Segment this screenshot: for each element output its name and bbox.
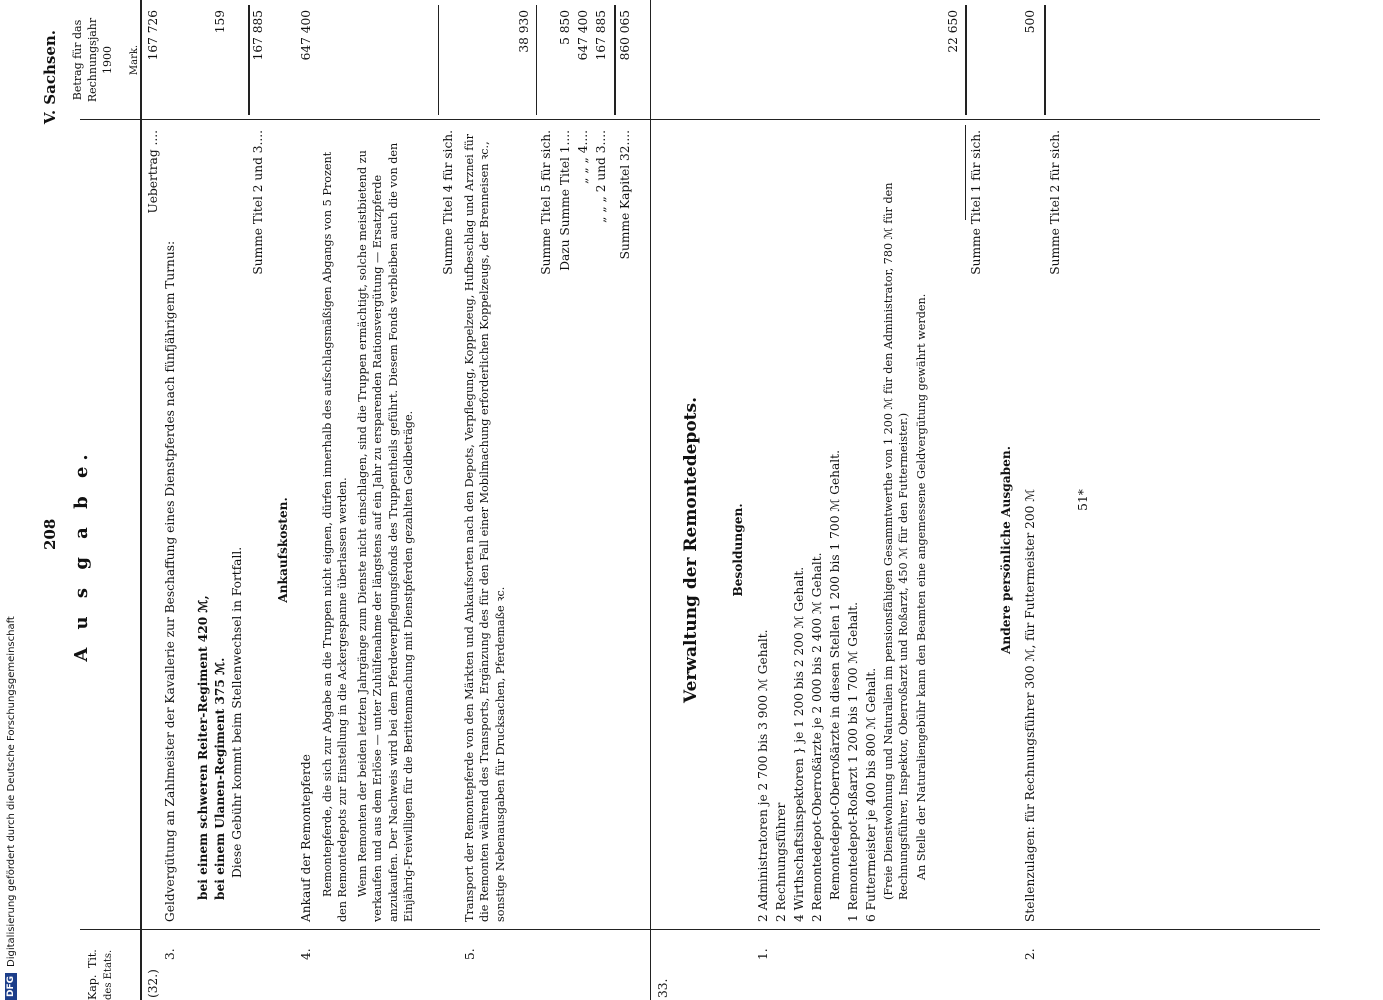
b-futtermeister: 6 Futtermeister je 400 bis 800 ℳ Gehalt. <box>864 667 878 922</box>
state-heading: V. Sachsen. <box>41 30 59 125</box>
b-wirthschaftsinspektoren: 4 Wirthschaftsinspektoren } je 1 200 bis 2 200 ℳ Gehalt. <box>792 566 806 922</box>
uebertrag: Uebertrag .... <box>146 130 160 214</box>
page-number: 208 <box>41 518 59 550</box>
col-mark: Mark. <box>129 44 140 76</box>
sum-2-3-amount: 167 885 <box>251 10 265 61</box>
t5-amount: 38 930 <box>517 10 531 53</box>
t5-text: Transport der Remontepferde von den Märkten und Ankaufsorten nach den Depots, Verpflegung, Koppelzeug, Hufbeschlag und Arznei für die Remonten während des Transports, Ergänzung des für den Fall einer Mobilmachung erforderlichen Koppelzeugs, der Brenneisen ꝛc., sonstige Nebenausgaben für Drucksachen, Pferdemaße ꝛc. <box>463 134 507 922</box>
t3-note: Diese Gebühr kommt beim Stellenwechsel in Fortfall. <box>230 546 244 878</box>
t3-reiter: bei einem schweren Reiter-Regiment 420 ℳ, <box>196 595 210 900</box>
besoldungen-heading: Besoldungen. <box>731 503 745 597</box>
sum-titel-4: Summe Titel 4 für sich. <box>441 130 455 275</box>
t1-amount: 22 650 <box>946 10 960 53</box>
kap-32-amount: 860 065 <box>618 10 632 61</box>
col-rule-right <box>80 119 1320 120</box>
t3-ulanen: bei einem Ulanen-Regiment 375 ℳ. <box>213 657 227 900</box>
sum-titel-5: Summe Titel 5 für sich. <box>539 130 553 275</box>
budget-page <box>40 0 1330 1000</box>
dfg-logo: DFG <box>5 973 17 1000</box>
b-rossarzt: 1 Remontedepot-Roßarzt 1 200 bis 1 700 ℳ Gehalt. <box>846 602 860 922</box>
tit-1: 1. <box>756 948 770 960</box>
dfg-credit <box>0 0 22 1000</box>
andere-heading: Andere persönliche Ausgaben. <box>999 445 1013 655</box>
t3-amount: 159 <box>213 10 227 34</box>
tit-4: 4. <box>299 948 313 960</box>
tit-5: 5. <box>463 948 477 960</box>
dazu-titel-4: „ „ „ 4.... <box>576 130 590 184</box>
t2-amount: 500 <box>1023 10 1037 34</box>
kap-33: 33. <box>656 978 670 998</box>
kap-32-rule <box>614 5 616 115</box>
verwaltung-heading: Verwaltung der Remontedepots. <box>681 396 701 704</box>
b-rechnungsfuehrer: 2 Rechnungsführer <box>774 802 788 922</box>
t2-text: Stellenzulagen: für Rechnungsführer 300 ℳ, für Futtermeister 200 ℳ <box>1023 488 1037 922</box>
b-oberrossaerzte: 2 Remontedepot-Oberroßärzte je 2 000 bis 2 400 ℳ Gehalt. <box>810 552 824 922</box>
tit-3: 3. <box>163 948 177 960</box>
col-tit: Tit. <box>86 949 99 968</box>
sum-1-rule <box>965 125 966 220</box>
t2-rule <box>1044 5 1046 115</box>
col-etats: des Etats. <box>103 949 114 1000</box>
dazu-titel-1: Dazu Summe Titel 1.... <box>558 130 572 271</box>
col-betrag: Betrag für das Rechnungsjahr 1900 <box>71 17 115 103</box>
sum-titel-2-3: Summe Titel 2 und 3.... <box>251 130 265 275</box>
t1-rule <box>965 5 967 115</box>
dfg-credit-text: Digitalisierung gefördert durch die Deutsche Forschungsgemeinschaft <box>5 616 17 967</box>
col-rule-left <box>80 929 1320 930</box>
dazu-1-amount: 5 850 <box>558 10 572 45</box>
header-rule <box>140 0 142 1000</box>
t4-amount: 647 400 <box>299 10 313 61</box>
kap-32: (32.) <box>146 969 160 998</box>
t4-note2: Wenn Remonten der beiden letzten Jahrgänge zum Dienste nicht einschlagen, sind die Truppen ermächtigt, solche meistbietend zu verkaufen und aus dem Erlöse — unter Zuhülfenahme der längstens auf ein Jahr zu ersparenden Rationsvergütung — Ersatzpferde anzukaufen. Der Nachweis wird bei dem Pferdeverpflegungsfonds des Truppentheils geführt. Diesem Fonds verbleiben auch die von den Einjährig-Freiwilligen für die Berittenmachung mit Dienstpferden gezahlten Geldbeträge. <box>356 142 416 922</box>
sum-titel-2: Summe Titel 2 für sich. <box>1048 130 1062 275</box>
page-title: A u s g a b e. <box>71 448 92 662</box>
sum-kapitel-32: Summe Kapitel 32.... <box>618 130 632 260</box>
ankauf-heading: Ankaufskosten. <box>276 497 290 603</box>
sum-4-rule <box>438 5 439 115</box>
b-administratoren: 2 Administratoren je 2 700 bis 3 900 ℳ Gehalt. <box>756 629 770 922</box>
dazu-2-3-amount: 167 885 <box>594 10 608 61</box>
tit-2: 2. <box>1023 948 1037 960</box>
t4-note1: Remontepferde, die sich zur Abgabe an die Truppen nicht eignen, dürfen innerhalb des aufschlagsmäßigen Abgangs von 5 Prozent den Remontedepots zur Einstellung in die Ackergespanne überlassen werden. <box>321 151 350 922</box>
sum-5-rule <box>536 5 537 115</box>
kap-33-rule <box>650 0 651 1000</box>
b-dienstwohnung: (Freie Dienstwohnung und Naturalien im pensionsfähigen Gesammtwerthe von 1 200 ℳ für den Administrator, 780 ℳ für den Rechnungsführer, Inspektor, Oberroßarzt und Roßarzt, 450 ℳ für den Futtermeister.) <box>882 182 911 900</box>
b-naturaliengebuehr: An Stelle der Naturaliengebühr kann den Beamten eine angemessene Geldvergütung gewährt werden. <box>915 293 928 880</box>
dazu-4-amount: 647 400 <box>576 10 590 61</box>
col-kap: Kap. <box>86 974 99 1000</box>
t4-text: Ankauf der Remontepferde <box>299 754 313 922</box>
t3-text: Geldvergütung an Zahlmeister der Kavallerie zur Beschaffung eines Dienstpferdes nach fünfjährigem Turnus: <box>163 240 177 922</box>
uebertrag-amount: 167 726 <box>146 10 160 61</box>
sum-titel-1: Summe Titel 1 für sich. <box>969 130 983 275</box>
dazu-titel-2-3: „ „ „ 2 und 3.... <box>594 130 608 223</box>
b-oberrossaerzte-stellen: Remontedepot-Oberroßärzte in diesen Stellen 1 200 bis 1 700 ℳ Gehalt. <box>828 450 842 900</box>
page-footer: 51* <box>1076 489 1090 511</box>
